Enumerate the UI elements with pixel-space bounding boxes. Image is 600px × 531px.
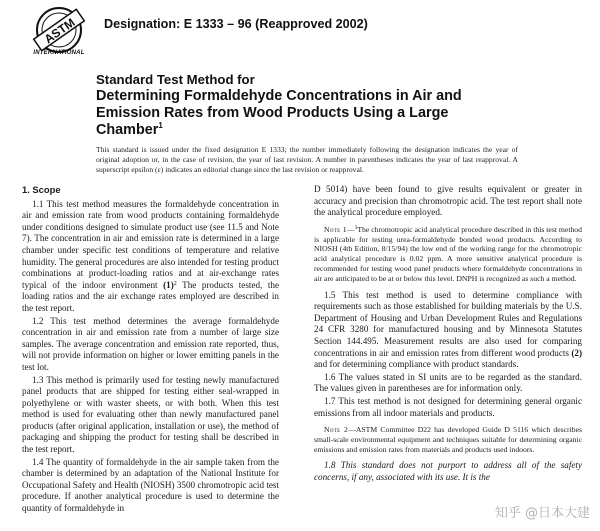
issue-note: This standard is issued under the fixed designation E 1333; the number immediately following the designation indicates the year of original adoption or, in the case of revision, the year of last revision. A number in parentheses indicates the year of last reapproval. A superscript epsilon (ε) indicates an editorial change since the last revision or reapproval. [96,145,518,174]
paragraph-1-2: 1.2 This test method determines the average formaldehyde concentration in air and emission rate from a number of large size samples. The average concentration and emission rate reported, thus, will not provide information on higher or lower emitting panels in the test lot. [22,315,279,372]
note-1-label: Note 1 [324,224,347,234]
astm-logo-icon [24,6,94,54]
title-footnote-mark: 1 [158,121,163,130]
logo-text: ASTM [41,15,78,47]
footnote-mark-3: 3 [354,224,358,231]
reference-1: (1) [163,279,174,290]
note-2-label: Note 2 [324,425,349,435]
watermark: 知乎 @日本大建 [494,506,590,521]
left-column [22,184,279,516]
paragraph-1-1-text-b: The products tested, the loading ratios and the air exchange rates employed are described in the test report. [22,279,279,313]
paragraph-1-4: 1.4 The quantity of formaldehyde in the air sample taken from the chamber is determined by an adaptation of the National Institute for Occupational Safety and Health (NIOSH) 3500 chromotropic acid test procedure. If another analytical procedure is used to determine the quantity of formaldehyde in [22,456,279,514]
reference-2: (2) [571,347,582,358]
paragraph-1-5-text-b: and for determining compliance with product standards. [314,359,519,370]
designation: Designation: E 1333 – 96 (Reapproved 2002) [104,17,368,31]
paragraph-1-3: 1.3 This method is primarily used for testing newly manufactured panel products that are shipped for testing either seal-wrapped in polyethylene or with waster sheets, or with both. When this test method is used for evaluating other than newly manufactured panel products (after original application, installation or use), the method of packaging and shipping the product for testing shall be described in the test report. [22,374,279,455]
note-2: Note 2—ASTM Committee D22 has developed Guide D 5116 which describes small-scale environmental equipment and techniques suitable for determining organic emissions and emission rates from materials and products used indoors. [314,425,583,454]
paragraph-1-8: 1.8 This standard does not purport to address all of the safety concerns, if any, associated with its use. It is the [314,460,582,483]
paragraph-1-1 [22,199,279,315]
note-1-text: The chromotropic acid analytical procedure described in this test method is applicable for testing urea-formaldehyde bonded wood products. According to NIOSH (4th Edition, 8/15/94) the low end of the working range for the chromotropic acid analytical procedure is 0.02 ppm. A more sensitive analytical procedure is recommended for testing wood panel products where formaldehyde concentrations in air are anticipated to be at or below this level. DNPH is recognized as such a method. [314,224,582,283]
title-main [96,88,516,139]
note-1: Note 1—$^3$The chromotropic acid analytical procedure described in this test method is applicable for testing urea-formaldehyde bonded wood products. According to NIOSH (4th Edition, 8/15/94) the low end of the working range for the chromotropic acid analytical procedure is 0.02 ppm. A more sensitive analytical procedure is recommended for testing wood panel products where formaldehyde concentrations in air are anticipated to be at or below this level. DNPH is recognized as such a method. [314,224,582,283]
right-column [314,184,582,485]
title-line1: Standard Test Method for [96,72,255,87]
document-title [96,72,516,139]
paragraph-1-5 [314,290,582,371]
logo-caption: INTERNATIONAL [33,50,85,56]
astm-logo [24,6,94,54]
paragraph-1-1-text-a: 1.1 This test method measures the formaldehyde concentration in air and emission rate from wood products containing formaldehyde under conditions designed to simulate product use (see 11.5 and Note 7). The concentration in air and emission rate is determined in a large chamber under specific test conditions of temperature and relative humidity. The general procedures are also intended for testing product combinations at product-loading ratios and at air-exchange rates typical of the indoor environment [22,198,279,290]
footnote-mark-2: 2 [173,280,177,287]
title-main-text: Determining Formaldehyde Concentrations in Air and Emission Rates from Wood Products Using a Large Chamber [96,88,462,138]
paragraph-1-4-continued: D 5014) have been found to give results equivalent or greater in accuracy and precision than chromotropic acid. The test report shall note the analytical procedure employed. [314,184,582,218]
note-2-text: ASTM Committee D22 has developed Guide D 5116 which describes small-scale environmental equipment and techniques suitable for determining organic emissions and emission rates from materials and products used indoors. [314,425,583,454]
paragraph-1-7: 1.7 This test method is not designed for determining general organic emissions from all indoor materials and products. [314,395,582,418]
paragraph-1-5-text-a: 1.5 This test method is used to determine compliance with requirements such as those established for building materials by the U.S. Department of Housing and Urban Development Rules and Regulations 24 CFR 3280 for manufactured housing and by Minnesota Statutes Section 144.495. Measurement results are also used for comparing concentrations in air and emission rates from different wood products [314,289,582,358]
section-heading-scope: 1. Scope [22,184,61,195]
paragraph-1-6: 1.6 The values stated in SI units are to be regarded as the standard. The values given in parentheses are for information only. [314,371,582,394]
